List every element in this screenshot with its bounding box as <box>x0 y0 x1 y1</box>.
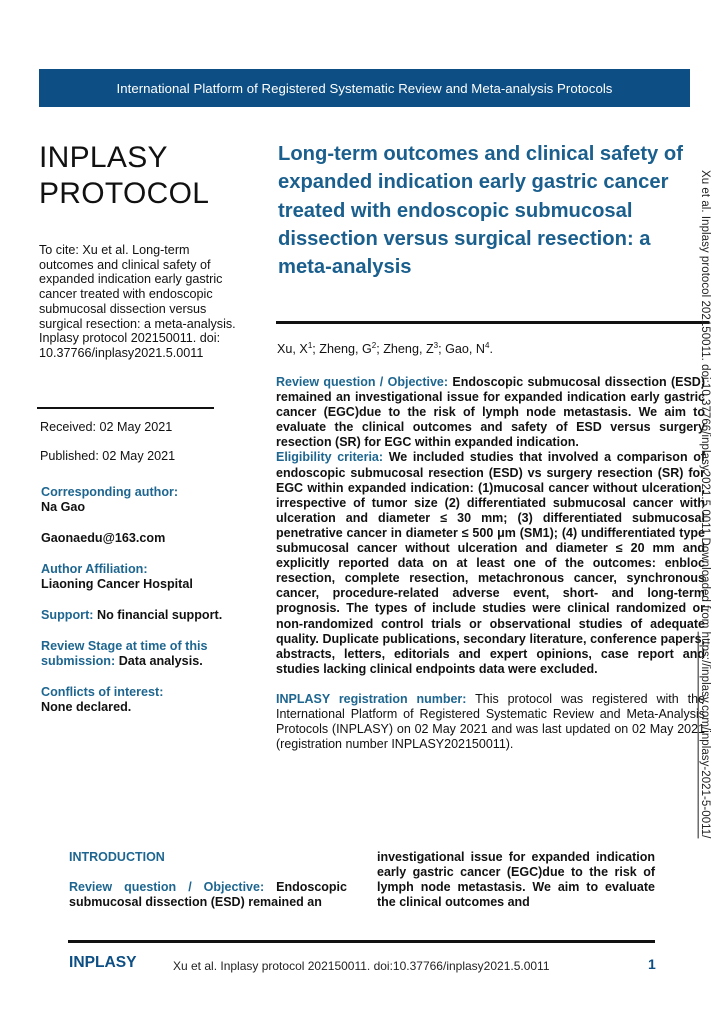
footer-brand: INPLASY <box>69 954 137 971</box>
author-list <box>277 341 493 356</box>
left-column <box>39 140 254 361</box>
review-stage <box>41 639 256 669</box>
author: Zheng, G <box>319 342 372 357</box>
author: Zheng, Z <box>383 342 434 357</box>
citation: To cite: Xu et al. Long-term outcomes and clinical safety of expanded indication early gastric cancer treated with endoscopic submucosal dissection versus surgical resection: a meta-analysis. Inplasy protocol 202150011. doi: 10.37766/inplasy2021.5.0011 <box>39 243 236 360</box>
author: Gao, N <box>445 342 485 357</box>
introduction-body <box>69 880 347 910</box>
support-value: No financial support. <box>96 608 223 622</box>
support-label: Support: <box>41 608 94 622</box>
eligibility <box>276 450 705 676</box>
separator: ; <box>438 342 446 357</box>
review-question <box>276 375 705 450</box>
registration-text: This protocol was registered with the International Platform of Registered Systematic Review and Meta-Analysis Protocols (INPLASY) on 02 May 2021 and was last updated on 02 May 2021 (registration number INPLASY202150011). <box>276 691 705 752</box>
stage-value: Data analysis. <box>118 654 203 668</box>
affiliation-value: Liaoning Cancer Hospital <box>41 577 193 591</box>
divider-footer <box>68 940 655 943</box>
intro-left-text: Endoscopic submucosal dissection (ESD) remained an <box>69 880 347 910</box>
separator: ; <box>376 342 384 357</box>
brand-line-2: PROTOCOL <box>39 177 210 210</box>
page-number: 1 <box>648 956 656 972</box>
paper-title: Long-term outcomes and clinical safety of expanded indication early gastric cancer treated with endoscopic submucosal dissection versus surgical resection: a meta-analysis <box>278 143 683 279</box>
divider-left <box>37 407 214 409</box>
affiliation <box>41 562 256 592</box>
registration-label: INPLASY registration number: <box>276 691 467 706</box>
affiliation-number: 3 <box>433 341 439 350</box>
registration <box>276 692 705 752</box>
conflicts-value: None declared. <box>41 700 132 714</box>
corresponding-label: Corresponding author: <box>41 485 179 499</box>
introduction-heading: INTRODUCTION <box>69 850 165 864</box>
brand-line-1: INPLASY <box>39 141 168 174</box>
divider-title <box>276 321 709 324</box>
review-text: Endoscopic submucosal dissection (ESD) remained an investigational issue for expanded indication early gastric cancer (EGC)due to the risk of lymph node metastasis. We aim to evaluate the clinical outcomes and safety of ESD versus surgery resection (SR) for EGC within expanded indication. <box>276 375 705 450</box>
header-banner <box>39 69 690 107</box>
separator: . <box>489 342 493 357</box>
conflicts <box>41 685 256 715</box>
intro-review-label: Review question / Objective: <box>69 880 265 895</box>
corresponding-author <box>41 485 256 515</box>
review-label: Review question / Objective: <box>276 375 449 389</box>
eligibility-label: Eligibility criteria: <box>276 450 384 465</box>
dates <box>40 420 175 478</box>
email <box>41 531 256 546</box>
affiliation-number: 1 <box>307 341 313 350</box>
introduction-left <box>69 850 347 910</box>
author: Xu, X <box>277 342 308 357</box>
conflicts-label: Conflicts of interest: <box>41 685 164 699</box>
affiliation-number: 2 <box>371 341 377 350</box>
email-value[interactable]: Gaonaedu@163.com <box>41 531 166 545</box>
abstract <box>276 375 705 752</box>
published-date: Published: 02 May 2021 <box>40 449 176 463</box>
eligibility-text: We included studies that involved a comparison of endoscopic submucosal resection (ESD) vs surgery resection (SR) for EGC within expanded indication: (1)mucosal cancer without ulceration, irrespective of tumor size (2) differentiated submucosal cancer with ulceration and diameter ≤ 30 mm; (3) differentiated submucosal penetrative cancer in diameter ≤ 500 μm (SM1); (4) undifferentiated type submucosal cancer without ulceration and diameter ≤ 20 mm and explicitly reported data on at least one of the outcomes: enbloc resection, complete resection, metachronous cancer, synchronous cancer, procedure-related adverse event, short- and long-term prognosis. The types of include studies were clinical randomized or non-randomized control trials or observational studies of adequate quality. Duplicate publications, secondary literature, conference papers, abstracts, letters, editorials and expert opinions, case report and studies lacking clinical endpoints data were excluded. <box>276 450 706 676</box>
affiliation-label: Author Affiliation: <box>41 562 148 576</box>
introduction-right: investigational issue for expanded indication early gastric cancer (EGC)due to the risk of lymph node metastasis. We aim to evaluate the clinical outcomes and <box>377 850 655 910</box>
banner-text: International Platform of Registered Systematic Review and Meta-analysis Protocols <box>116 80 613 96</box>
download-link[interactable]: https://inplasy.com/inplasy-2021-5-0011/ <box>699 631 711 839</box>
received-date: Received: 02 May 2021 <box>40 420 173 434</box>
footer-citation: Xu et al. Inplasy protocol 202150011. doi:10.37766/inplasy2021.5.0011 <box>173 959 550 973</box>
protocol-brand <box>39 140 254 212</box>
side-download-note <box>699 170 711 838</box>
stage-label: Review Stage at time of this submission: <box>41 639 208 668</box>
corresponding-name: Na Gao <box>41 500 86 514</box>
support <box>41 608 256 623</box>
affiliation-number: 4 <box>485 341 490 350</box>
side-text: Xu et al. Inplasy protocol 202150011. doi:10.37766/inplasy2021.5.0011 Downloaded from <box>699 170 711 632</box>
separator: ; <box>312 342 320 357</box>
metadata <box>41 485 256 731</box>
